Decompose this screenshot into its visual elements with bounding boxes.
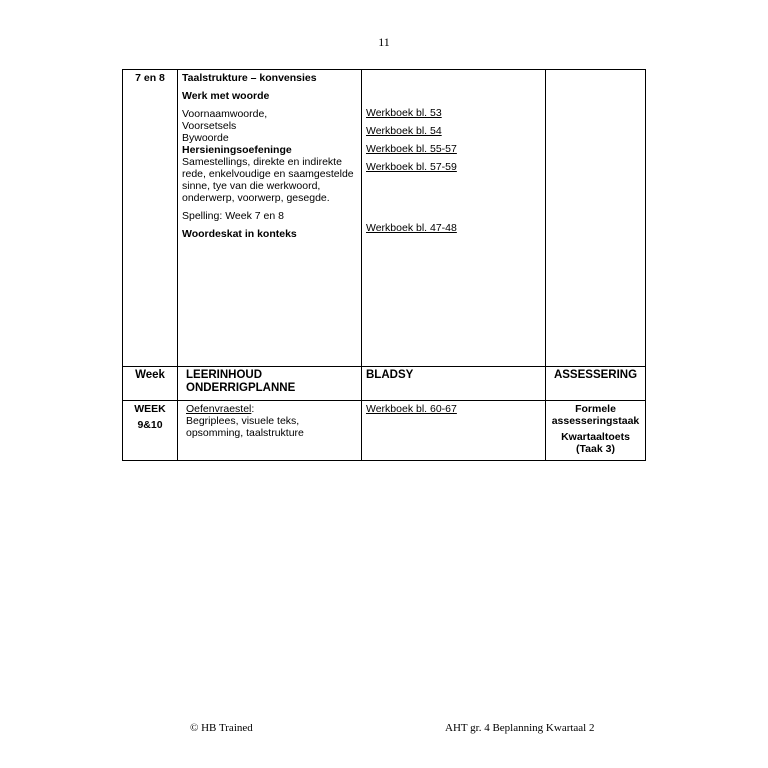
header-content: LEERINHOUD ONDERRIGPLANNE: [178, 367, 362, 401]
content-text: Begriplees, visuele teks, opsomming, taalstrukture: [186, 415, 304, 439]
assessment-task: Formele assesseringstaak: [551, 403, 640, 427]
page-ref: Werkboek bl. 55-57: [366, 143, 457, 155]
list-item: Bywoorde: [182, 132, 229, 144]
header-pages: BLADSY: [362, 367, 546, 401]
content-subheading: Werk met woorde: [182, 90, 270, 102]
week-number: 9&10: [137, 419, 163, 431]
footer-title: AHT gr. 4 Beplanning Kwartaal 2: [445, 722, 595, 734]
footer-copyright: © HB Trained: [190, 722, 253, 734]
content-cell: [178, 401, 362, 461]
table-row: [123, 401, 646, 461]
page-ref: Werkboek bl. 54: [366, 125, 442, 137]
list-item: Voornaamwoorde,: [182, 108, 268, 120]
content-title: Oefenvraestel: [186, 403, 252, 415]
week-cell: [123, 401, 178, 461]
week-cell: 7 en 8: [123, 70, 178, 367]
table-header-row: [123, 367, 646, 401]
table-row: [123, 70, 646, 367]
content-items: [182, 108, 357, 144]
list-item: Voorsetsels: [182, 120, 237, 132]
revision-heading: Hersieningsoefeninge: [182, 144, 292, 156]
assessment-cell: [546, 70, 646, 367]
page-ref: Werkboek bl. 47-48: [366, 222, 457, 234]
content-heading: Taalstrukture – konvensies: [182, 72, 317, 84]
page-ref: Werkboek bl. 53: [366, 107, 442, 119]
header-assessment: ASSESSERING: [546, 367, 646, 401]
page-number: 11: [378, 35, 390, 49]
pages-cell: [362, 401, 546, 461]
spelling-text: Spelling: Week 7 en 8: [182, 210, 284, 222]
page-ref: Werkboek bl. 57-59: [366, 161, 457, 173]
content-cell: [178, 70, 362, 367]
header-week: Week: [123, 367, 178, 401]
assessment-test: Kwartaaltoets (Taak 3): [561, 431, 630, 455]
content-colon: :: [251, 403, 255, 415]
week-label: WEEK: [134, 403, 166, 415]
assessment-cell: [546, 401, 646, 461]
revision-text: Samestellings, direkte en indirekte rede, enkelvoudige en saamgestelde sinne, tye van die werkwoord, onderwerp, voorwerp, gesegde.: [182, 156, 354, 204]
pages-cell: [362, 70, 546, 367]
vocab-heading: Woordeskat in konteks: [182, 228, 297, 240]
page-ref: Werkboek bl. 60-67: [366, 403, 457, 415]
planning-table: [122, 69, 646, 461]
